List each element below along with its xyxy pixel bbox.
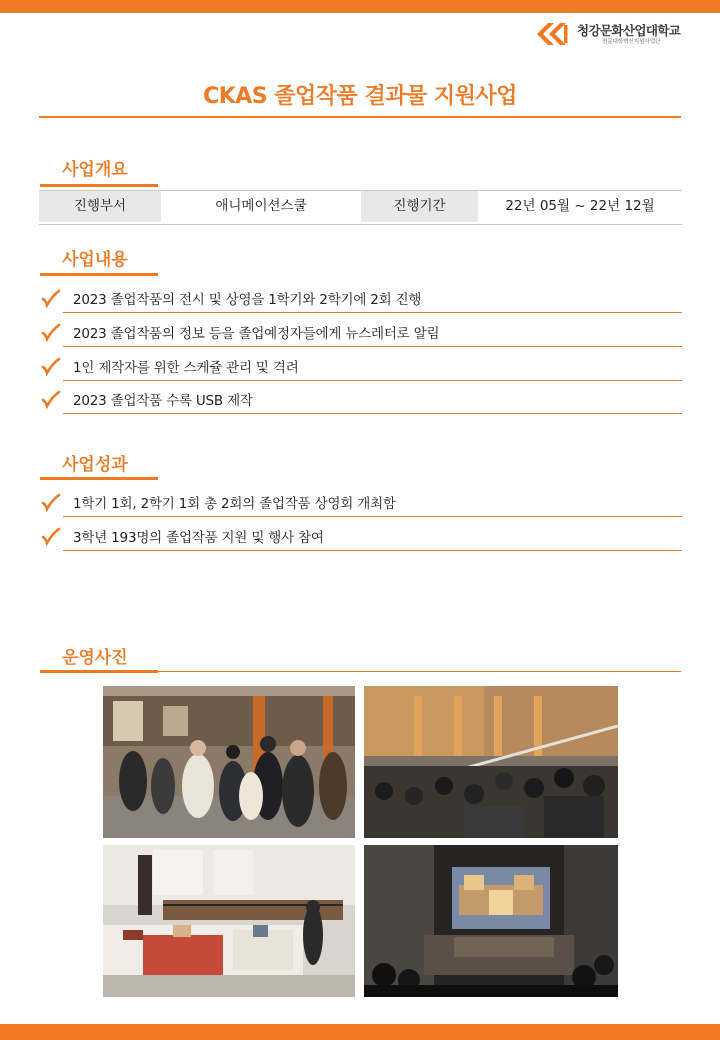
check-icon [40,526,62,546]
photo-exhibition-tables [103,845,355,997]
page-title: CKAS 졸업작품 결과물 지원사업 [203,84,517,109]
section-underline [40,477,158,480]
list-item-text: 2023 졸업작품의 정보 등을 졸업예정자들에게 뉴스레터로 알림 [73,326,440,342]
list-item-text: 1인 제작자를 위한 스케쥴 관리 및 격려 [73,360,299,376]
check-icon [40,288,62,308]
logo-name: 청강문화산업대학교 [577,23,681,38]
list-item [40,484,682,517]
list-item-text: 2023 졸업작품 수록 USB 제작 [73,393,253,409]
section-underline [40,273,158,276]
section-title-content: 사업내용 [62,250,128,270]
overview-table [39,190,682,225]
section-underline [40,184,158,187]
check-icon [40,389,62,409]
check-icon [40,322,62,342]
check-icon [40,492,62,512]
list-item [40,314,682,347]
list-item-text: 3학년 193명의 졸업작품 지원 및 행사 참여 [73,530,324,546]
section-title-results: 사업성과 [62,455,128,475]
list-item-text: 1학기 1회, 2학기 1회 총 2회의 졸업작품 상영회 개최함 [73,496,396,512]
bottom-accent-bar [0,1024,720,1040]
section-title-overview: 사업개요 [62,160,128,180]
title-divider [39,116,681,118]
list-item-text: 2023 졸업작품의 전시 및 상영을 1학기와 2학기에 2회 진행 [73,292,422,308]
list-item [40,348,682,381]
section-title-photos: 운영사진 [62,648,128,668]
list-item [40,518,682,551]
logo-subtitle: 전문대학혁신지원사업단 [602,39,661,45]
photo-screening-audience [364,686,618,838]
top-accent-bar [0,0,720,13]
list-item [40,381,682,414]
photo-screening-room [364,845,618,997]
university-logo [534,20,714,48]
period-label: 진행기간 [361,191,478,222]
period-value: 22년 05월 ~ 22년 12월 [505,198,655,214]
photo-exhibition-crowd [103,686,355,838]
dept-value: 애니메이션스쿨 [215,198,307,214]
list-item [40,280,682,313]
ck-logo-icon [534,20,574,48]
check-icon [40,356,62,376]
section-line [158,671,681,672]
dept-label: 진행부서 [39,191,161,222]
section-underline [40,670,158,673]
